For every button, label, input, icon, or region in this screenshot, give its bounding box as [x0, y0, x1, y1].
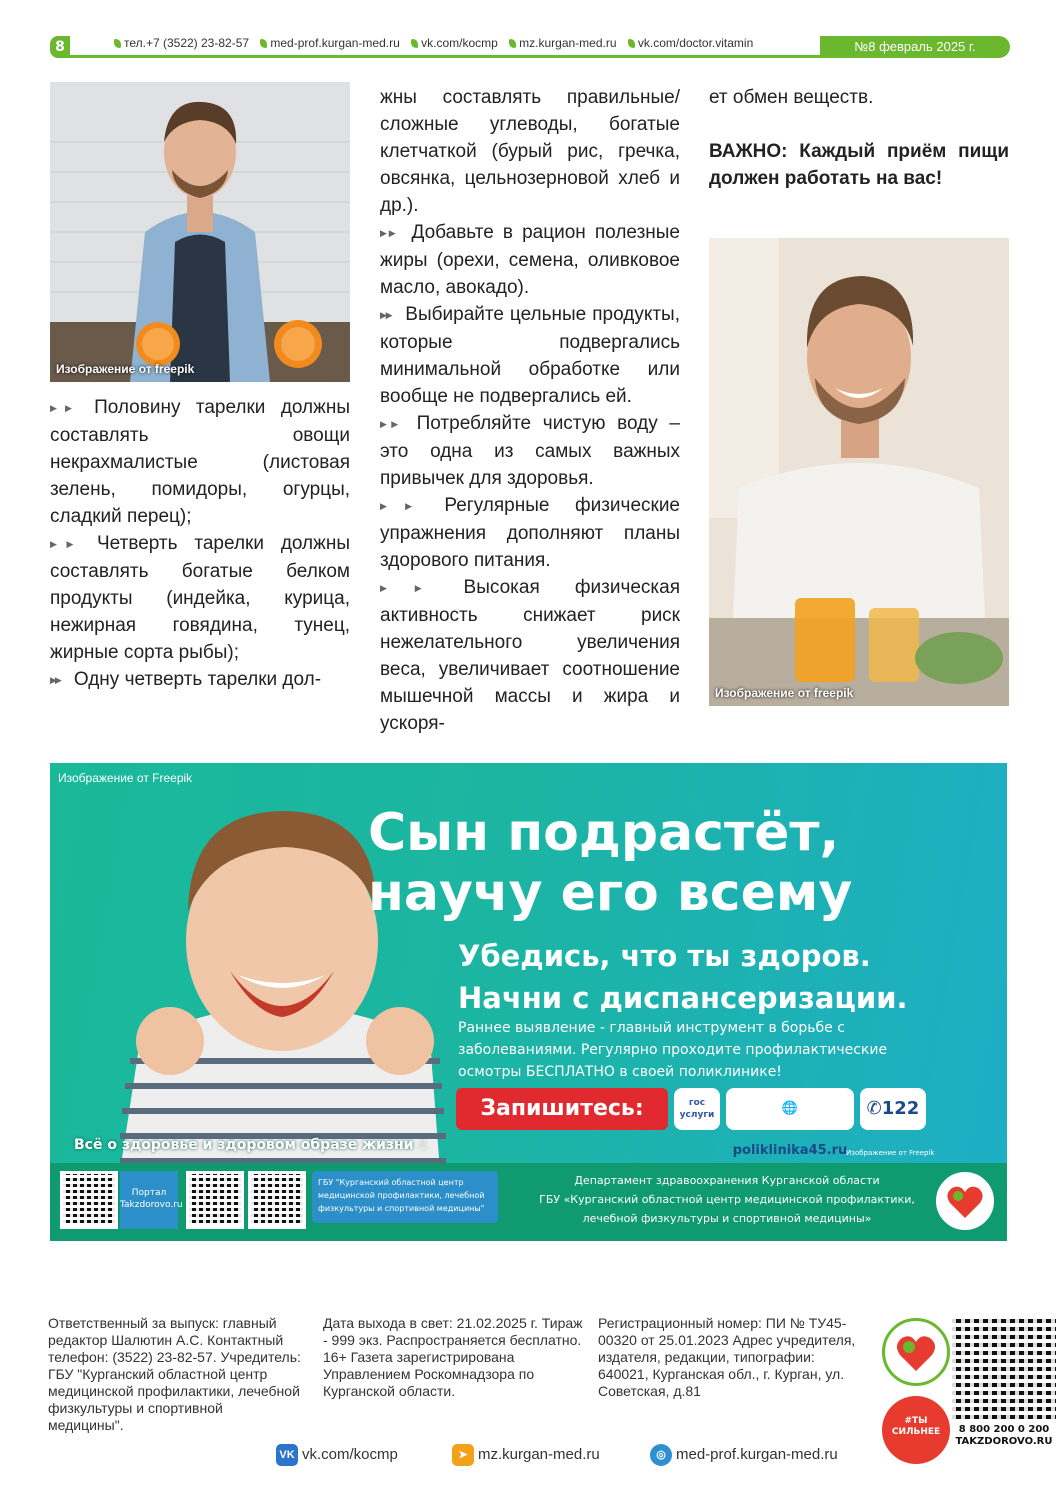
portal-badge[interactable]: Портал Takzdorovo.ru	[120, 1171, 178, 1229]
tip-carbs-start: ▶▶ Одну четверть тарелки дол-	[50, 666, 350, 694]
banner-headline	[368, 803, 852, 923]
tip-fats: ▶▶ Добавьте в рацион полезные жиры (орехи, семена, оливковое масло, авокадо).	[380, 219, 680, 301]
photo1-credit: Изображение от freepik	[56, 362, 195, 376]
headline-line-2: научу его всему	[368, 863, 853, 923]
banner-credit: Изображение от Freepik	[58, 771, 193, 785]
dispanserization-banner	[50, 763, 1007, 1241]
tip-activity: ▶▶ Высокая физическая активность снижает риск нежелательного увеличения веса, увеличивает соотношение мышечной массы и жира и ускоря-	[380, 574, 680, 737]
ty-silnee-badge: #ТЫ СИЛЬНЕЕ	[882, 1396, 950, 1464]
footer-link-med-prof[interactable]	[650, 1443, 838, 1467]
poliklinika-site-label: poliklinika45.ru	[732, 1143, 848, 1158]
imprint-registration: Регистрационный номер: ПИ № ТУ45-00320 от 25.01.2023 Адрес учредителя, издателя, редакции, типографии: 640021, Курганская обл., г. Курган, ул. Советская, д.81	[598, 1315, 856, 1399]
gosuslugi-badge[interactable]: гос услуги	[674, 1088, 720, 1130]
banner-footer	[50, 1163, 1007, 1241]
contact-link-mz[interactable]: mz.kurgan-med.ru	[509, 36, 616, 50]
footer-link-med-prof-label: med-prof.kurgan-med.ru	[676, 1446, 838, 1463]
qr-site: TAKZDOROVO.RU	[955, 1436, 1053, 1447]
contact-link-vk-doctor[interactable]: vk.com/doctor.vitamin	[628, 36, 753, 50]
subheadline-line-1: Убедись, что ты здоров.	[458, 939, 871, 973]
dept-line-1: Департамент здравоохранения Курганской области	[574, 1174, 880, 1187]
footer-link-vk[interactable]	[276, 1443, 398, 1467]
bottom-logos	[882, 1318, 950, 1468]
banner-credit-small: Изображение от Freepik	[846, 1149, 935, 1157]
globe-icon: 🌐	[781, 1101, 799, 1116]
article-column-3	[709, 84, 1009, 192]
article-column-1	[50, 394, 350, 694]
tip-protein: ▶▶ Четверть тарелки должны составлять богатые белком продукты (индейка, курица, нежирная говядина, тунец, жирные сорта рыбы);	[50, 530, 350, 666]
phone-icon: ✆	[866, 1098, 882, 1119]
qr-code-2[interactable]	[186, 1171, 244, 1229]
important-note: ВАЖНО: Каждый приём пищи должен работать на вас!	[709, 141, 1009, 189]
photo-man-with-orange	[50, 82, 350, 382]
tagline-text: Всё о здоровье и здоровом образе жизни	[74, 1137, 414, 1153]
cursor-icon: ➤	[452, 1444, 474, 1466]
tip-whole-foods: ▶▶ Выбирайте цельные продукты, которые подвергались минимальной обработке или вообще не подвергались ей.	[380, 301, 680, 410]
page-header	[50, 36, 1010, 58]
footer-link-mz[interactable]	[452, 1443, 600, 1467]
qr-code-3[interactable]	[248, 1171, 306, 1229]
tip-water: ▶▶ Потребляйте чистую воду – это одна из самых важных привычек для здоровья.	[380, 410, 680, 492]
poliklinika-site-badge[interactable]	[726, 1088, 854, 1158]
smiling-man-illustration	[709, 238, 1009, 706]
hand-pointer-icon: ☝	[418, 1137, 427, 1153]
vk-icon: VK	[276, 1444, 298, 1466]
page-number: 8	[50, 36, 70, 58]
imprint-publication: Дата выхода в свет: 21.02.2025 г. Тираж - 999 экз. Распространяется бесплатно. 16+ Газета зарегистрирована Управлением Роскомнадзора по Курганской области.	[323, 1315, 583, 1399]
phone-122-label: 122	[881, 1098, 920, 1119]
contact-link-med-prof[interactable]: med-prof.kurgan-med.ru	[260, 36, 399, 50]
banner-subheadline	[458, 935, 908, 1019]
photo2-credit: Изображение от freepik	[715, 686, 854, 700]
imprint-editor: Ответственный за выпуск: главный редактор Шалютин А.С. Контактный телефон: (3522) 23-82-57. Учредитель: ГБУ "Курганский областной центр медицинской профилактики, лечебной физкультуры и спортивной медицины".	[48, 1315, 301, 1433]
photo-smiling-man	[709, 238, 1009, 706]
globe-icon: ◎	[650, 1444, 672, 1466]
dept-line-3: лечебной физкультуры и спортивной медицины»	[582, 1212, 872, 1225]
header-divider	[70, 55, 820, 58]
heart-figure-icon	[885, 1321, 947, 1383]
tip-activity-continuation: ет обмен веществ.	[709, 87, 874, 108]
article-column-2	[380, 84, 680, 737]
subheadline-line-2: Начни с диспансеризации.	[458, 981, 908, 1015]
department-text	[512, 1171, 942, 1228]
footer-link-vk-label: vk.com/kocmp	[302, 1446, 398, 1463]
tip-vegetables: ▶▶ Половину тарелки должны составлять овощи некрахмалистые (листовая зелень, помидоры, огурцы, сладкий перец);	[50, 394, 350, 530]
tip-carbs-continuation: жны составлять правильные/сложные углеводы, богатые клетчаткой (бурый рис, гречка, овсянка, цельнозерновой хлеб и др.).	[380, 87, 680, 216]
contact-link-vk-kocmp[interactable]: vk.com/kocmp	[411, 36, 498, 50]
man-orange-illustration	[50, 82, 350, 382]
health-center-logo-icon	[882, 1318, 950, 1386]
qr-phone: 8 800 200 0 200	[958, 1424, 1050, 1435]
heart-logo-icon	[936, 1172, 994, 1230]
tip-exercise: ▶▶ Регулярные физические упражнения дополняют планы здорового питания.	[380, 492, 680, 574]
banner-tagline	[74, 1137, 427, 1153]
center-logo-icon	[933, 1169, 997, 1233]
dept-line-2: ГБУ «Курганский областной центр медицинской профилактики,	[539, 1193, 915, 1206]
header-contacts	[114, 36, 761, 50]
gbu-box: ГБУ "Курганский областной центр медицинской профилактики, лечебной физкультуры и спортивной медицины"	[312, 1171, 498, 1223]
contact-phone: тел.+7 (3522) 23-82-57	[114, 36, 249, 50]
phone-122-badge[interactable]	[860, 1088, 926, 1130]
qr-caption	[952, 1424, 1056, 1448]
signup-cta[interactable]: Запишитесь:	[456, 1088, 668, 1130]
headline-line-1: Сын подрастёт,	[368, 803, 840, 863]
qr-code-1[interactable]	[60, 1171, 118, 1229]
takzdorovo-qr-code[interactable]	[952, 1315, 1056, 1419]
footer-link-mz-label: mz.kurgan-med.ru	[478, 1446, 600, 1463]
issue-label: №8 февраль 2025 г.	[820, 36, 1010, 58]
banner-description: Раннее выявление - главный инструмент в борьбе с заболеваниями. Регулярно проходите профилактические осмотры БЕСПЛАТНО в своей поликлинике!	[458, 1020, 888, 1080]
